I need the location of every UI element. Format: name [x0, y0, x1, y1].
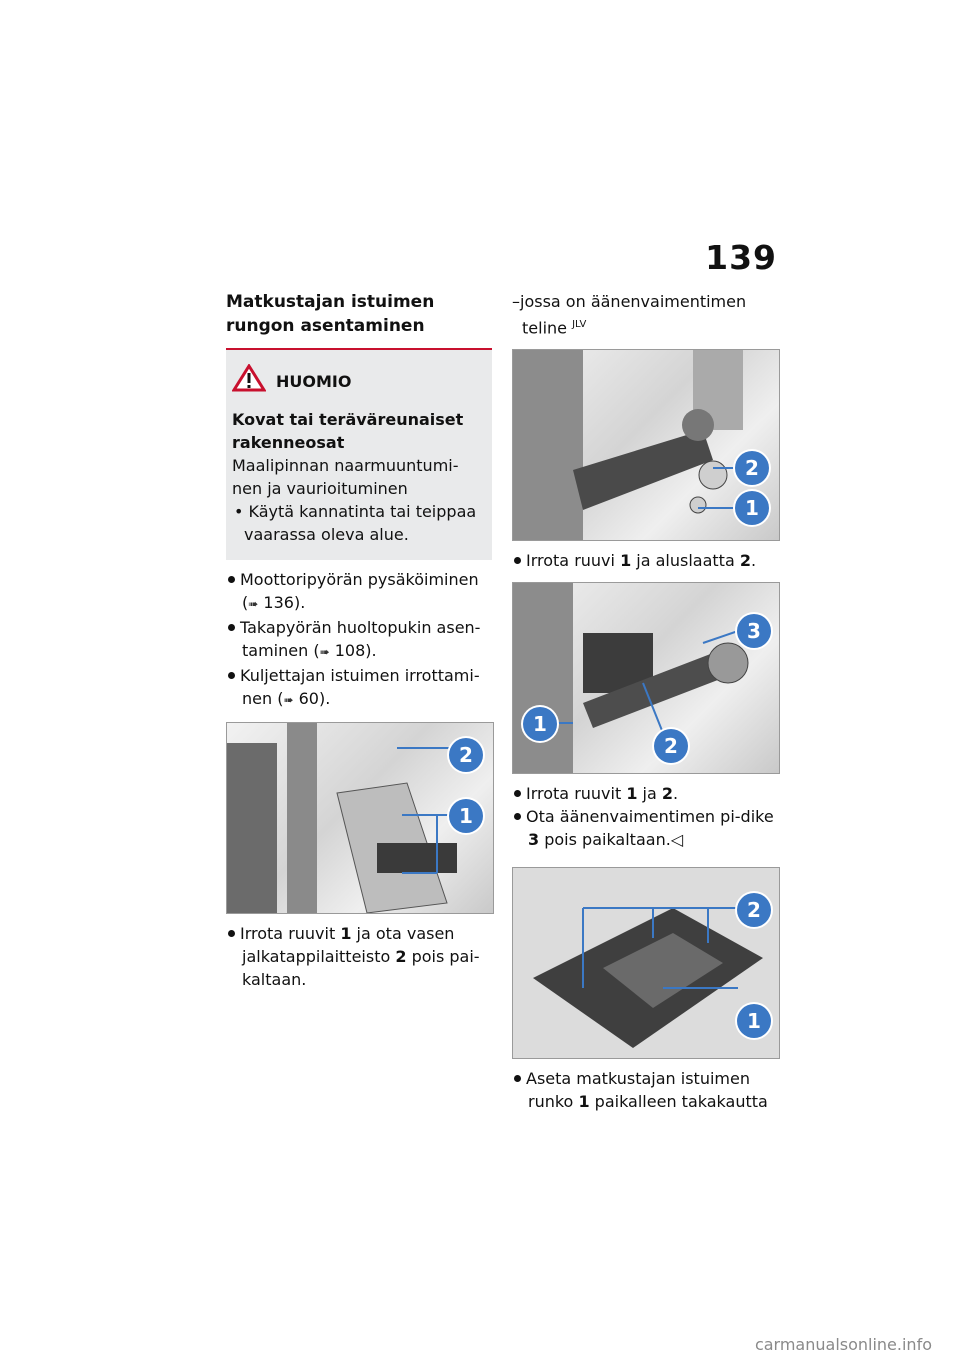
bullet-dot: [514, 557, 521, 564]
footrest-figure: [226, 722, 494, 914]
part-number: 1: [626, 784, 638, 804]
step-text: .: [750, 551, 757, 571]
muffler-bracket-figure: [512, 349, 780, 541]
page-number: 139: [705, 238, 777, 277]
notice-label: HUOMIO: [276, 371, 352, 391]
bullet-dot: [228, 672, 235, 679]
page-reference-arrow-icon: ➠: [248, 597, 259, 611]
step-tail: ).: [365, 641, 377, 660]
part-number: 3: [528, 830, 540, 850]
page-reference-link[interactable]: 60: [298, 689, 319, 708]
callout-badge: 2: [735, 451, 769, 485]
list-item: [512, 1067, 780, 1113]
part-number: 2: [661, 784, 674, 804]
page-reference-arrow-icon: ➠: [319, 645, 330, 659]
condition-text: jossa on äänenvaimentimen teline: [520, 292, 747, 338]
step-list: [512, 782, 780, 851]
bullet-dot: [228, 576, 235, 583]
page-reference-link[interactable]: 136: [263, 593, 294, 612]
condition-line: –jossa on äänenvaimentimen teline $^{JLV}$: [512, 292, 747, 338]
part-number: 2: [739, 551, 751, 571]
step-text: pois paikaltaan.◁: [539, 830, 684, 850]
list-item: [226, 568, 494, 616]
warning-triangle-icon: [232, 364, 266, 398]
callout-badge: 2: [449, 738, 483, 772]
step-text: ja ota vasen jalkatappilaitteisto: [242, 924, 455, 966]
list-item: [512, 805, 780, 851]
left-column: [226, 290, 494, 991]
callout-badge: 2: [654, 729, 688, 763]
notice-bullet: • Käytä kannatinta tai teippaa vaarassa oleva alue.: [234, 502, 477, 544]
callout-badge: 1: [449, 799, 483, 833]
step-text: pois pai-kaltaan.: [242, 947, 480, 989]
bullet-dot: [228, 624, 235, 631]
notice-title: Kovat tai teräväreunaiset rakenneosat: [232, 410, 464, 452]
step-tail: ).: [293, 593, 306, 612]
callout-badge: 2: [737, 893, 771, 927]
step-text: Aseta matkustajan istuimen runko: [526, 1069, 750, 1112]
list-item: [226, 616, 494, 664]
part-number: 1: [620, 551, 632, 571]
variant-code: JLV: [572, 319, 587, 330]
callout-badge: 1: [735, 491, 769, 525]
part-number: 1: [340, 924, 352, 943]
list-item: [512, 549, 780, 572]
step-text: ja aluslaatta: [631, 551, 740, 571]
step-text: Takapyörän huoltopukin asen-taminen (: [240, 618, 481, 660]
step-list: [512, 549, 780, 572]
step-text: Irrota ruuvit: [240, 924, 341, 943]
watermark-link[interactable]: carmanualsonline.info: [754, 1335, 932, 1354]
bullet-dot: [514, 813, 521, 820]
part-number: 1: [578, 1092, 590, 1112]
step-text: paikalleen takakautta: [589, 1092, 768, 1112]
step-text: Ota äänenvaimentimen pi-dike: [526, 807, 774, 827]
part-number: 2: [395, 947, 407, 966]
step-text: Irrota ruuvit: [526, 784, 627, 804]
seat-frame-figure: [512, 867, 780, 1059]
callout-badge: 3: [737, 614, 771, 648]
list-item: [512, 782, 780, 805]
list-item: [226, 922, 494, 991]
step-text: Irrota ruuvi: [526, 551, 621, 571]
right-column: [512, 290, 780, 1113]
muffler-holder-illustration: [513, 583, 779, 773]
callout-badge: 1: [737, 1004, 771, 1038]
step-text: Moottoripyörän pysäköiminen (: [240, 570, 479, 612]
muffler-holder-figure: [512, 582, 780, 774]
section-heading: Matkustajan istuimen rungon asentaminen: [226, 292, 435, 336]
callout-badge: 1: [523, 707, 557, 741]
list-item: [226, 664, 494, 712]
bullet-dot: [514, 1075, 521, 1082]
bullet-dot: [228, 930, 235, 937]
step-text: Kuljettajan istuimen irrottami-nen (: [240, 666, 480, 708]
notice-text: Maalipinnan naarmuuntumi-nen ja vaurioituminen: [232, 456, 459, 498]
prerequisite-list: [226, 568, 494, 712]
step-list: [226, 922, 494, 991]
step-tail: ).: [318, 689, 331, 708]
step-list: [512, 1067, 780, 1113]
step-text: ja: [637, 784, 662, 804]
page-reference-arrow-icon: ➠: [283, 693, 294, 707]
page-reference-link[interactable]: 108: [334, 641, 366, 660]
notice-bullet-text: Käytä kannatinta tai teippaa vaarassa oleva alue.: [244, 502, 477, 544]
bullet-dot: [514, 790, 521, 797]
notice-box: [226, 350, 492, 560]
step-text: .: [673, 784, 679, 804]
